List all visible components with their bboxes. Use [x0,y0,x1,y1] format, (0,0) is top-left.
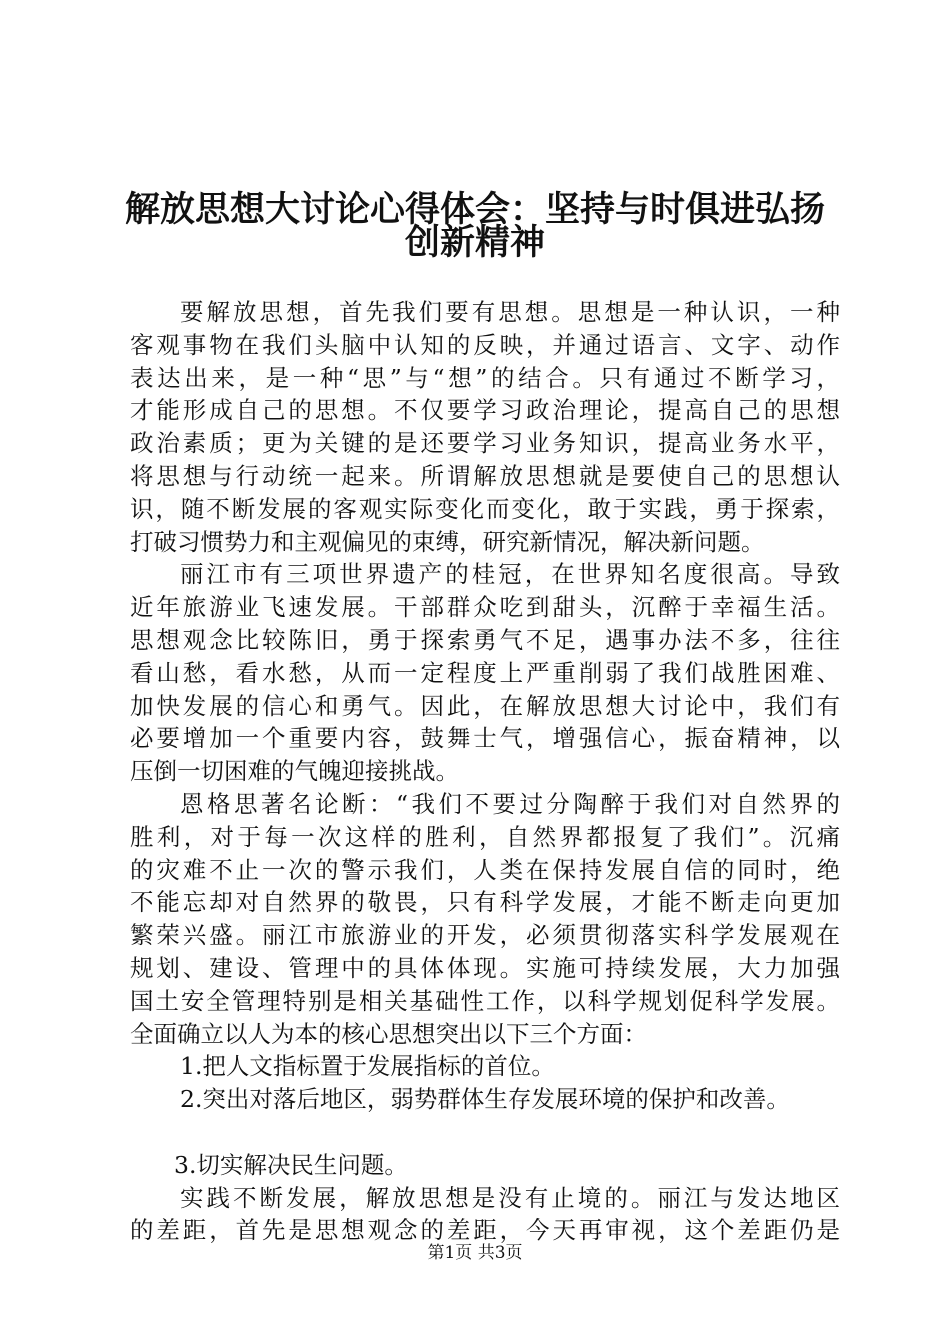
blank-line [130,1116,840,1149]
document-body [130,296,840,1247]
paragraph-1-line: 将思想与行动统一起来。所谓解放思想就是要使自己的思想认 [130,461,840,490]
paragraph-3-line: 不能忘却对自然界的敬畏，只有科学发展，才能不断走向更加 [130,888,840,917]
paragraph-4-line: 的差距，首先是思想观念的差距，今天再审视，这个差距仍是 [130,1216,840,1245]
paragraph-2-line: 丽江市有三项世界遗产的桂冠，在世界知名度很高。导致 [180,560,840,589]
paragraph-3-line: 胜利，对于每一次这样的胜利，自然界都报复了我们”。沉痛 [130,822,840,851]
paragraph-1-line: 打破习惯势力和主观偏见的束缚，研究新情况，解决新问题。 [130,527,765,556]
paragraph-2-line: 加快发展的信心和勇气。因此，在解放思想大讨论中，我们有 [130,691,840,720]
paragraph-4-line: 实践不断发展，解放思想是没有止境的。丽江与发达地区 [180,1183,840,1212]
paragraph-2-line: 看山愁，看水愁，从而一定程度上严重削弱了我们战胜困难、 [130,658,840,687]
paragraph-2-line: 近年旅游业飞速发展。干部群众吃到甜头，沉醉于幸福生活。 [130,593,840,622]
document-title-line-1: 解放思想大讨论心得体会：坚持与时俱进弘扬 [124,189,825,230]
paragraph-1-line: 识，随不断发展的客观实际变化而变化，敢于实践，勇于探索， [130,494,840,523]
paragraph-1-line: 表达出来，是一种“思”与“想”的结合。只有通过不断学习， [130,363,840,392]
paragraph-3-line: 繁荣兴盛。丽江市旅游业的开发，必须贯彻落实科学发展观在 [130,921,840,950]
paragraph-3-line: 全面确立以人为本的核心思想突出以下三个方面： [130,1019,647,1048]
paragraph-3-line: 规划、建设、管理中的具体体现。实施可持续发展，大力加强 [130,953,840,982]
paragraph-2-line: 必要增加一个重要内容，鼓舞士气，增强信心，振奋精神，以 [130,724,840,753]
list-item-1: 1.把人文指标置于发展指标的首位。 [180,1052,555,1081]
paragraph-3-line: 恩格思著名论断：“我们不要过分陶醉于我们对自然界的 [180,789,840,818]
list-item-3: 3.切实解决民生问题。 [174,1150,408,1179]
document-title-line-2: 创新精神 [404,222,545,263]
paragraph-3-line: 国土安全管理特别是相关基础性工作，以科学规划促科学发展。 [130,986,840,1015]
paragraph-2-line: 压倒一切困难的气魄迎接挑战。 [130,757,459,786]
paragraph-1-line: 政治素质；更为关键的是还要学习业务知识，提高业务水平， [130,429,840,458]
paragraph-3-line: 的灾难不止一次的警示我们，人类在保持发展自信的同时，绝 [130,855,840,884]
list-item-2: 2.突出对落后地区，弱势群体生存发展环境的保护和改善。 [180,1085,790,1114]
paragraph-1-line: 客观事物在我们头脑中认知的反映，并通过语言、文字、动作 [130,330,840,359]
paragraph-2-line: 思想观念比较陈旧，勇于探索勇气不足，遇事办法不多，往往 [130,625,840,654]
paragraph-1-line: 才能形成自己的思想。不仅要学习政治理论，提高自己的思想 [130,396,840,425]
paragraph-1-line: 要解放思想，首先我们要有思想。思想是一种认识，一种 [180,298,840,326]
page-footer: 第1页 共3页 [427,1243,523,1263]
